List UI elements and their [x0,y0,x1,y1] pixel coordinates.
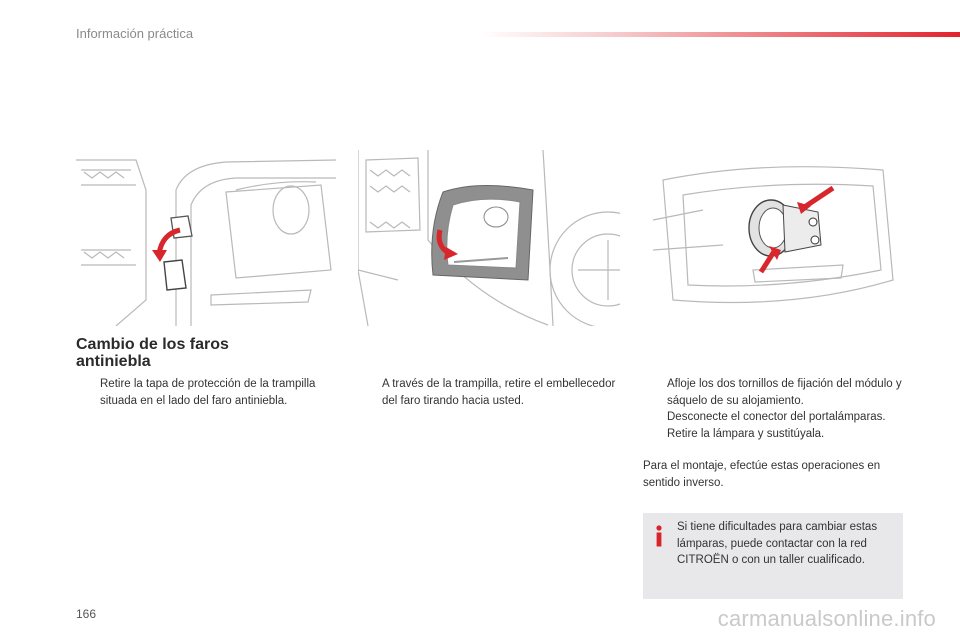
illustration-remove-cover [76,150,336,326]
step-text: A través de la trampilla, retire el embellecedor del faro tirando hacia usted. [382,378,616,407]
page-number: 166 [76,607,97,621]
step-item [76,376,338,409]
header-accent-bar [480,32,960,37]
step-text: Desconecte el conector del portalámparas. [667,411,886,423]
step-text: Afloje los dos tornillos de fijación del módulo y sáquelo de su alojamiento. [667,378,902,407]
step-item [358,376,620,409]
step-text: Retire la lámpara y sustitúyala. [667,427,825,440]
step-text: Retire la tapa de protección de la trampilla situada en el lado del faro antiniebla. [100,378,316,407]
section-title-line-1: Cambio de los faros [76,336,229,353]
section-title-line-2: antiniebla [76,353,151,370]
bumper-cover-drawing [76,150,336,326]
steps-column-1 [76,376,338,409]
info-icon [652,525,666,547]
illustration-remove-module [643,150,905,326]
steps-column-3 [643,376,905,442]
steps-column-2 [358,376,620,409]
watermark: carmanualsonline.info [717,606,936,631]
step-item [643,426,905,443]
info-box-text: Si tiene dificultades para cambiar estas lámparas, puede contactar con la red CITROËN o con un taller cualificado. [677,521,878,566]
fog-light-module-drawing [643,150,905,326]
step-item [643,409,905,426]
section-title [76,336,229,370]
header-title: Información práctica [76,26,194,41]
fog-light-trim-drawing [358,150,620,326]
illustration-remove-trim [358,150,620,326]
step-item [643,376,905,409]
montage-note: Para el montaje, efectúe estas operaciones en sentido inverso. [643,460,881,489]
